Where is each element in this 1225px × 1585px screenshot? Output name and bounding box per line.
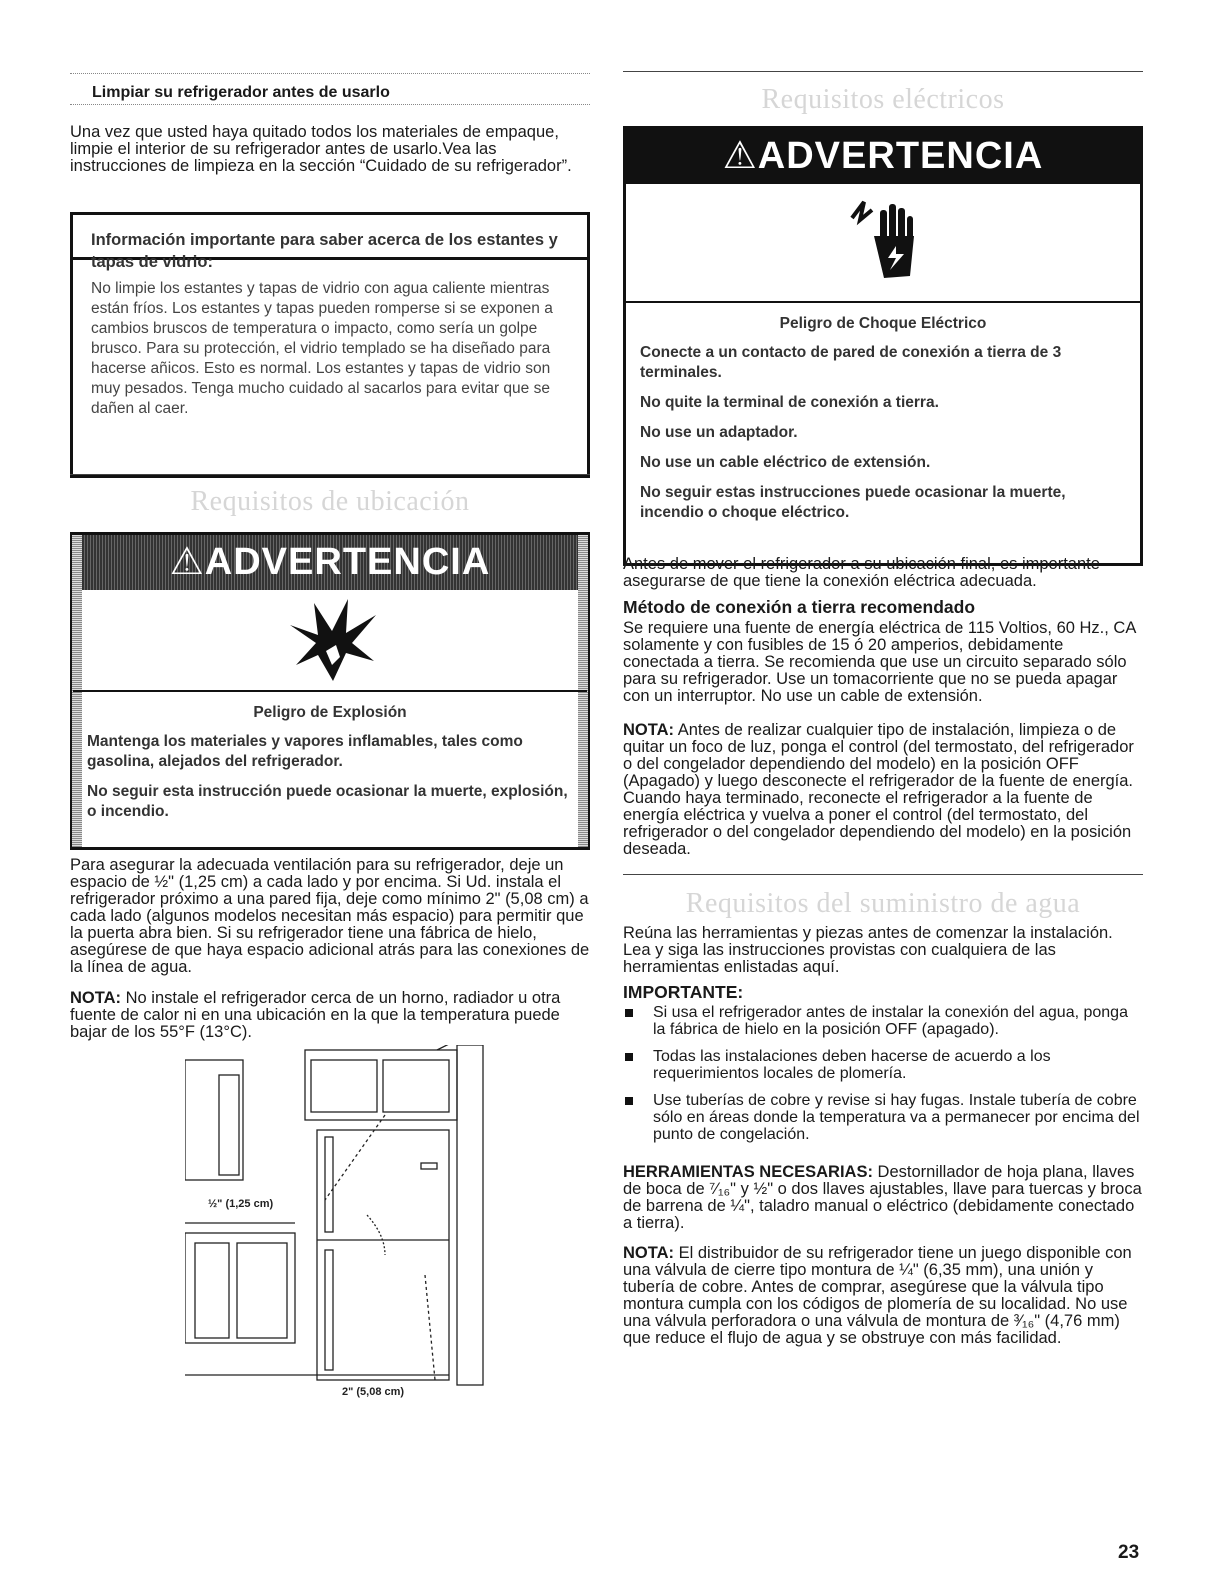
water-note-label: NOTA: [623, 1244, 675, 1262]
electric-warning-title: Peligro de Choque Eléctrico [779, 315, 987, 332]
electric-warning-line-1: Conecte a un contacto de pared de conexión a tierra de 3 terminales. [640, 344, 1062, 381]
explosion-warning-title: Peligro de Explosión [253, 704, 407, 721]
important-heading: IMPORTANTE: [623, 982, 744, 1002]
electrical-note [623, 722, 1143, 858]
figure-label-half [208, 1192, 368, 1214]
list-item: Si usa el refrigerador antes de instalar la conexión del agua, ponga la fábrica de hielo en la posición OFF (apagado). [623, 1004, 1143, 1038]
list-item: Todas las instalaciones deben hacerse de acuerdo a los requerimientos locales de plomería. [623, 1048, 1143, 1082]
explosion-warning-box [70, 532, 590, 850]
water-note-text: El distribuidor de su refrigerador tiene un juego disponible con una válvula de cierre tipo montura de ¼" (6,35 mm), una unión y tubería de cobre. Antes de comprar, asegúrese que la válvula tipo montura cumpla con los códigos de plomería de su localidad. No use una válvula perforadora o una válvula de montura de ³⁄₁₆" (4,76 mm) que reduce el flujo de agua y se obstruye con más facilidad. [623, 1244, 1132, 1347]
electric-warning-banner-text: ADVERTENCIA [757, 135, 1044, 177]
warning-triangle-icon: ⚠ [169, 541, 205, 583]
grounding-method-paragraph: Se requiere una fuente de energía eléctrica de 115 Voltios, 60 Hz., CA solamente y con fusibles de 15 ó 20 amperios, debidamente conectada a tierra. Se recomienda que use un circuito separado sólo para su refrigerador. Use un tomacorriente que no se pueda apagar con un interruptor. No use un cable de extensión. [623, 619, 1136, 705]
electric-warning-line-4: No use un cable eléctrico de extensión. [640, 454, 931, 471]
page-number: 23 [1118, 1542, 1140, 1563]
note-label: NOTA: [70, 989, 122, 1007]
glass-shelves-info-box [70, 212, 590, 478]
top-dotted-rule [70, 73, 590, 74]
explosion-warning-text [73, 692, 587, 840]
two-inch-label: 2" (5,08 cm) [342, 1386, 405, 1398]
electric-warning-line-2: No quite la terminal de conexión a tierra. [640, 394, 939, 411]
location-section-title: Requisitos de ubicación [190, 486, 470, 517]
electrical-note-label: NOTA: [623, 721, 675, 739]
grounding-method-heading: Método de conexión a tierra recomendado [623, 597, 976, 617]
clean-refrigerator-heading: Limpiar su refrigerador antes de usarlo [92, 84, 390, 101]
ventilation-paragraph: Para asegurar la adecuada ventilación para su refrigerador, deje un espacio de ½" (1,25 cm) a cada lado y por encima. Si Ud. instala el refrigerador próximo a una pared fija, deje como mínimo 2" (5,08 cm) a cada lado (algunos modelos necesitan más espacio) para permitir que la puerta abra bien. Si su refrigerador tiene una fábrica de hielo, asegúrese de que haya espacio adicional atrás para las conexiones de la línea de agua. [70, 856, 590, 976]
electric-warning-banner [626, 129, 1140, 184]
tools-label: HERRAMIENTAS NECESARIAS: [623, 1163, 873, 1181]
electric-warning-text [626, 303, 1140, 541]
explosion-warning-line-1: Mantenga los materiales y vapores inflamables, tales como gasolina, alejados del refrigerador. [87, 733, 523, 770]
explosion-icon [288, 595, 378, 685]
water-section-title: Requisitos del suministro de agua [685, 888, 1081, 919]
warning-banner-text: ADVERTENCIA [204, 541, 491, 583]
list-item: Use tuberías de cobre y revise si hay fugas. Instale tubería de cobre sólo en áreas donde la temperatura va a permanecer por encima del punto de congelación. [623, 1092, 1143, 1143]
note-text: No instale el refrigerador cerca de un horno, radiador u otra fuente de calor ni en una ubicación en la que la temperatura puede bajar de los 55°F (13°C). [70, 989, 561, 1041]
clean-intro-paragraph: Una vez que usted haya quitado todos los materiales de empaque, limpie el interior de su refrigerador antes de usarlo.Vea las instrucciones de limpieza en la sección “Cuidado de su refrigerador”. [70, 123, 572, 175]
explosion-warning-line-2: No seguir esta instrucción puede ocasionar la muerte, explosión, o incendio. [87, 783, 568, 820]
move-refrigerator-paragraph: Antes de mover el refrigerador a su ubicación final, es importante asegurarse de que tiene la conexión eléctrica adecuada. [623, 555, 1100, 590]
electric-warning-line-5: No seguir estas instrucciones puede ocasionar la muerte, incendio o choque eléctrico. [640, 484, 1066, 521]
water-requirements-list [623, 1004, 1143, 1153]
infobox-body: No limpie los estantes y tapas de vidrio con agua caliente mientras están fríos. Los estantes y tapas pueden romperse si se exponen a cambios bruscos de temperatura o impacto, como sería un golpe brusco. Para su protección, el vidrio templado se ha diseñado para hacerse añicos. Esto es normal. Los estantes y tapas de vidrio son muy pesados. Tenga mucho cuidado al sacarlos para evitar que se dañen al caer. [91, 280, 553, 417]
electrical-section-title: Requisitos eléctricos [761, 84, 1005, 115]
electric-shock-icon [844, 196, 924, 286]
section-rule [70, 474, 590, 475]
tools-paragraph [623, 1164, 1143, 1232]
water-note [623, 1245, 1143, 1347]
tools-text: Destornillador de hoja plana, llaves de boca de ⁷⁄₁₆" y ½" o dos llaves ajustables, llave para tuercas y broca de barrena de ¼", taladro manual o eléctrico (debidamente conectado a tierra). [623, 1163, 1142, 1232]
subhead-dotted-rule [70, 104, 590, 105]
electrical-section-rule [623, 71, 1143, 72]
half-inch-label: ½" (1,25 cm) [208, 1198, 274, 1210]
electrical-note-text: Antes de realizar cualquier tipo de instalación, limpieza o de quitar un foco de luz, ponga el control (del termostato, del refrigerador o del congelador dependiendo del modelo) en la posición OFF (Apagado) y luego desconecte el refrigerador de la fuente de energía. Cuando haya terminado, reconecte el refrigerador a la fuente de energía eléctrica y vuelva a poner el control (del termostato, del refrigerador o del congelador dependiendo del modelo) en la posición deseada. [623, 721, 1134, 858]
clearance-figure [185, 1045, 485, 1395]
infobox-title: Información importante para saber acerca de los estantes y tapas de vidrio: [91, 231, 558, 271]
figure-label-two [342, 1380, 502, 1402]
warning-banner [73, 535, 587, 590]
electric-shock-warning-box [623, 126, 1143, 566]
water-section-rule [623, 874, 1143, 875]
water-intro-paragraph: Reúna las herramientas y piezas antes de comenzar la instalación. Lea y siga las instrucciones provistas con cualquiera de las herramientas enlistadas aquí. [623, 924, 1113, 976]
electric-warning-triangle-icon: ⚠ [722, 135, 758, 177]
location-note [70, 990, 590, 1041]
explosion-icon-area [73, 590, 587, 692]
electric-warning-line-3: No use un adaptador. [640, 424, 798, 441]
electric-icon-area [626, 184, 1140, 303]
